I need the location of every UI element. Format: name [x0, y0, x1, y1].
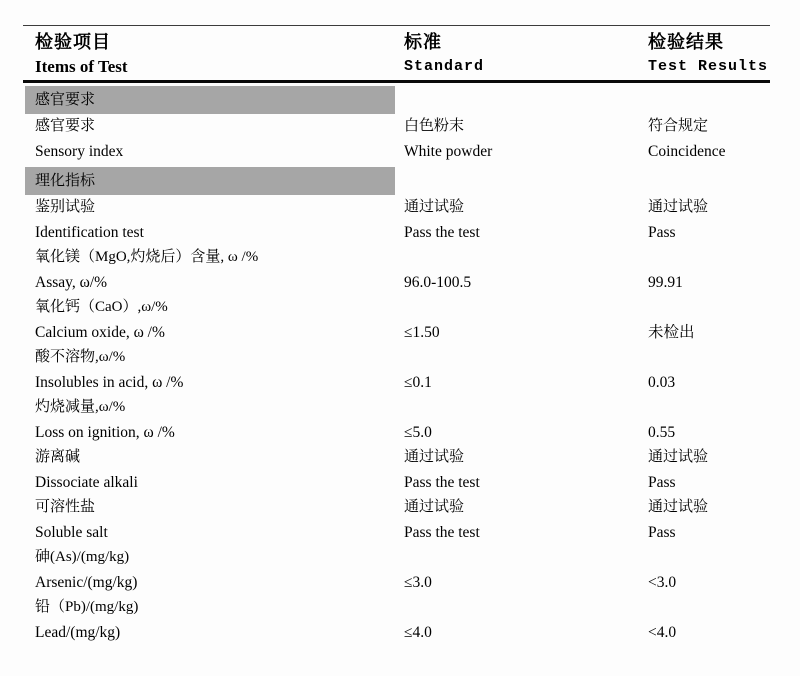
section-band: 理化指标	[25, 167, 395, 195]
cell-standard: Pass the test	[404, 474, 480, 491]
cell-standard: ≤1.50	[404, 324, 440, 341]
section-row	[23, 86, 770, 114]
cell-result: Pass	[648, 524, 676, 541]
cell-standard: Pass the test	[404, 524, 480, 541]
section-row	[23, 167, 770, 195]
cell-standard: ≤4.0	[404, 624, 432, 641]
cell-item: 鉴别试验	[35, 199, 96, 215]
cell-result: 通过试验	[648, 449, 709, 465]
table-header	[23, 26, 770, 80]
cell-item: Identification test	[35, 224, 144, 241]
cell-standard: ≤3.0	[404, 574, 432, 591]
header-standard	[401, 31, 646, 80]
cell-item: 酸不溶物,ω/%	[35, 349, 126, 365]
cell-standard: 白色粉末	[404, 118, 465, 134]
cell-standard: 通过试验	[404, 449, 465, 465]
cell-standard: ≤5.0	[404, 424, 432, 441]
cell-result: <4.0	[648, 624, 677, 641]
cell-standard: 96.0-100.5	[404, 274, 472, 291]
table-row	[23, 495, 770, 520]
header-items-of-test	[23, 31, 401, 80]
table-row	[23, 520, 770, 545]
cell-item: Calcium oxide, ω /%	[35, 324, 165, 341]
cell-standard: 通过试验	[404, 199, 465, 215]
table-row	[23, 114, 770, 139]
cell-item: Assay, ω/%	[35, 274, 108, 291]
cell-result: 符合规定	[648, 118, 709, 134]
table-row	[23, 320, 770, 345]
cell-standard	[401, 545, 646, 570]
cell-result	[646, 545, 770, 570]
cell-item: Insolubles in acid, ω /%	[35, 374, 184, 391]
cell-item: 砷(As)/(mg/kg)	[35, 549, 130, 565]
table-row	[23, 545, 770, 570]
header-items-en: Items of Test	[35, 57, 128, 76]
table-row	[23, 620, 770, 645]
header-standard-cn: 标准	[404, 32, 442, 52]
cell-item: 游离碱	[35, 449, 81, 465]
cell-standard: 通过试验	[404, 499, 465, 515]
header-standard-en: Standard	[404, 58, 485, 75]
cell-result: Pass	[648, 474, 676, 491]
table-body	[23, 86, 770, 645]
cell-result: 0.03	[648, 374, 676, 391]
section-band: 感官要求	[25, 86, 395, 114]
cell-item: 感官要求	[35, 118, 96, 134]
table-row	[23, 195, 770, 220]
cell-result	[646, 245, 770, 270]
cell-result	[646, 295, 770, 320]
cell-standard	[401, 395, 646, 420]
cell-item: Loss on ignition, ω /%	[35, 424, 175, 441]
cell-result: 99.91	[648, 274, 683, 291]
table-row	[23, 220, 770, 245]
cell-result: 未检出	[648, 324, 695, 341]
table-row	[23, 370, 770, 395]
table-row	[23, 570, 770, 595]
header-items-cn: 检验项目	[35, 32, 111, 52]
table-row	[23, 245, 770, 270]
cell-item: Lead/(mg/kg)	[35, 624, 121, 641]
cell-result: 0.55	[648, 424, 676, 441]
table-row	[23, 139, 770, 164]
cell-standard: Pass the test	[404, 224, 480, 241]
table-row	[23, 345, 770, 370]
cell-result: <3.0	[648, 574, 677, 591]
cell-item: 可溶性盐	[35, 499, 96, 515]
table-row	[23, 395, 770, 420]
cell-item: 灼烧减量,ω/%	[35, 399, 126, 415]
cell-result	[646, 595, 770, 620]
cell-result: 通过试验	[648, 499, 709, 515]
cell-standard	[401, 245, 646, 270]
cell-item: Dissociate alkali	[35, 474, 138, 491]
cell-item: Soluble salt	[35, 524, 108, 541]
analysis-table	[23, 25, 770, 645]
cell-item: 铅（Pb)/(mg/kg)	[35, 599, 139, 615]
table-row	[23, 595, 770, 620]
cell-standard	[401, 595, 646, 620]
header-results-en: Test Results	[648, 58, 769, 75]
cell-result	[646, 345, 770, 370]
cell-standard	[401, 295, 646, 320]
header-bottom-rule	[23, 80, 770, 83]
cell-result: Pass	[648, 224, 676, 241]
table-row	[23, 270, 770, 295]
cell-result: Coincidence	[648, 143, 726, 160]
header-test-results	[646, 31, 770, 80]
cell-item: Sensory index	[35, 143, 124, 160]
table-row	[23, 445, 770, 470]
cell-standard: White powder	[404, 143, 493, 160]
table-row	[23, 295, 770, 320]
table-row	[23, 470, 770, 495]
cell-item: Arsenic/(mg/kg)	[35, 574, 138, 591]
cell-standard: ≤0.1	[404, 374, 432, 391]
cell-item: 氧化镁（MgO,灼烧后）含量, ω /%	[35, 249, 259, 265]
cell-result: 通过试验	[648, 199, 709, 215]
cell-standard	[401, 345, 646, 370]
header-results-cn: 检验结果	[648, 32, 724, 52]
table-row	[23, 420, 770, 445]
cell-result	[646, 395, 770, 420]
cell-item: 氧化钙（CaO）,ω/%	[35, 299, 168, 315]
